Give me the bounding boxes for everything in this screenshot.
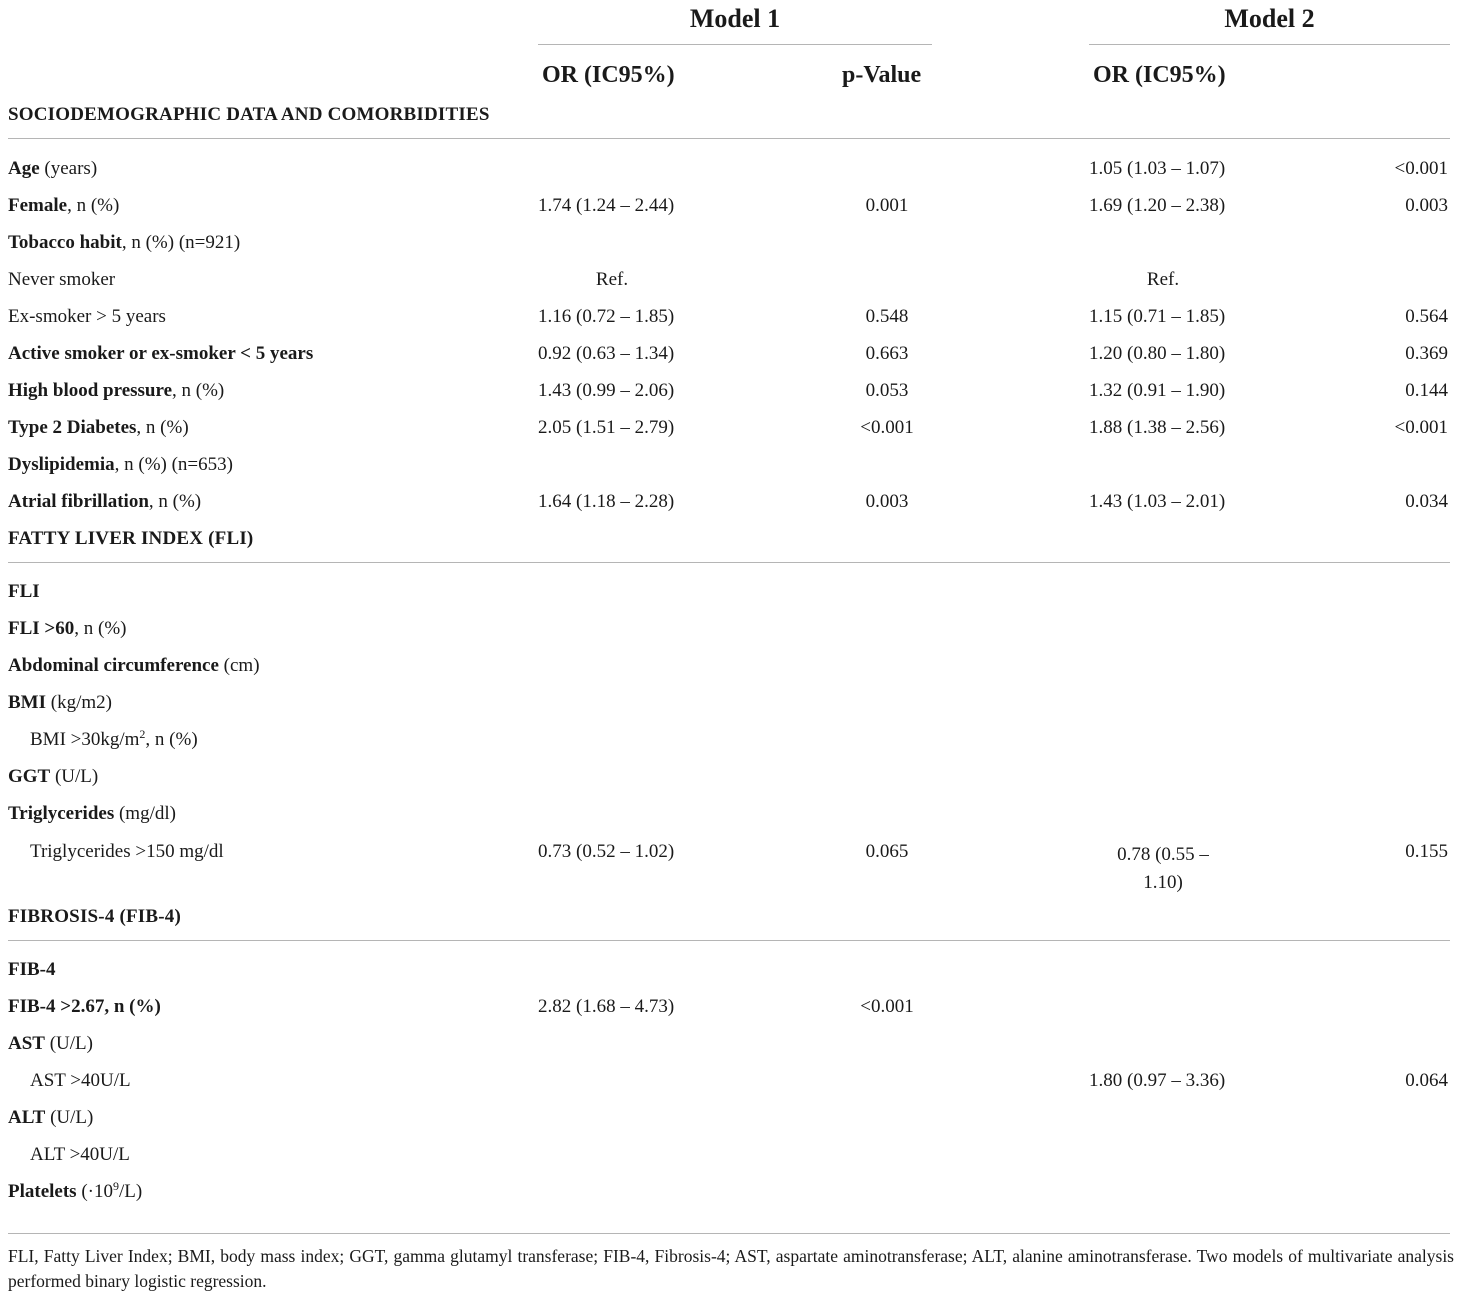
table-row <box>0 1107 1460 1144</box>
table-row <box>0 1033 1460 1070</box>
table-row <box>0 618 1460 655</box>
or-model1: 0.92 (0.63 – 1.34) <box>538 343 675 364</box>
table-row <box>0 996 1460 1033</box>
row-label: GGT (U/L) <box>8 766 99 787</box>
or-model2: 1.69 (1.20 – 2.38) <box>1089 195 1226 216</box>
p-model2: 0.003 <box>1405 195 1448 216</box>
row-label: Abdominal circumference (cm) <box>8 655 260 676</box>
row-label: BMI (kg/m2) <box>8 692 112 713</box>
table-row <box>0 841 1460 897</box>
table-row <box>0 380 1460 417</box>
p-model2: 0.064 <box>1405 1070 1448 1091</box>
or-model1: 1.16 (0.72 – 1.85) <box>538 306 675 327</box>
p-model1: 0.053 <box>865 380 909 401</box>
p-model1: 0.663 <box>865 343 909 364</box>
row-label: ALT >40U/L <box>30 1144 130 1165</box>
section-fli: FATTY LIVER INDEX (FLI) <box>8 528 254 549</box>
row-label: AST >40U/L <box>30 1070 131 1091</box>
table-row <box>0 195 1460 232</box>
section2-rule <box>8 562 1450 563</box>
table-row <box>0 1181 1460 1218</box>
table-row <box>0 1144 1460 1181</box>
row-label: FIB-4 <box>8 959 56 980</box>
or-model1: 1.43 (0.99 – 2.06) <box>538 380 675 401</box>
or-model1: 1.64 (1.18 – 2.28) <box>538 491 675 512</box>
or-model2: Ref. <box>1146 269 1180 290</box>
row-label: Atrial fibrillation, n (%) <box>8 491 202 512</box>
table-row <box>0 1070 1460 1107</box>
section1-rule <box>8 138 1450 139</box>
p-model2: 0.369 <box>1405 343 1448 364</box>
or-model1: Ref. <box>595 269 629 290</box>
table-row <box>0 491 1460 528</box>
or-model2: 1.43 (1.03 – 2.01) <box>1089 491 1226 512</box>
table-row <box>0 959 1460 996</box>
model1-header: Model 1 <box>689 4 781 33</box>
table-row <box>0 158 1460 195</box>
p-model1: 0.001 <box>865 195 909 216</box>
pvalue-header-model1: p-Value <box>842 62 922 88</box>
footer-rule <box>8 1233 1450 1234</box>
model1-rule <box>538 44 932 45</box>
row-label: Platelets $(\cdot 10^9/L)$ <box>8 1179 143 1202</box>
or-model2: 1.32 (0.91 – 1.90) <box>1089 380 1226 401</box>
p-model2: 0.144 <box>1405 380 1448 401</box>
row-label: FLI >60, n (%) <box>8 618 127 639</box>
or-model1: 0.73 (0.52 – 1.02) <box>538 841 675 862</box>
model2-rule <box>1089 44 1450 45</box>
section-sociodemographic: SOCIODEMOGRAPHIC DATA AND COMORBIDITIES <box>8 104 490 125</box>
table-row <box>0 766 1460 803</box>
p-model2: <0.001 <box>1394 158 1448 179</box>
or-model2: 1.20 (0.80 – 1.80) <box>1089 343 1226 364</box>
table-row <box>0 655 1460 692</box>
p-model1: <0.001 <box>860 996 914 1017</box>
p-model1: 0.548 <box>865 306 909 327</box>
row-label: Dyslipidemia, n (%) (n=653) <box>8 454 233 475</box>
p-model2: 0.564 <box>1405 306 1448 327</box>
or-model2: 1.05 (1.03 – 1.07) <box>1089 158 1226 179</box>
p-model1: 0.003 <box>865 491 909 512</box>
row-label: FLI <box>8 581 40 602</box>
row-label: FIB-4 >2.67, n (%) <box>8 996 161 1017</box>
p-model1: <0.001 <box>860 417 914 438</box>
row-label: Tobacco habit, n (%) (n=921) <box>8 232 241 253</box>
row-label: Type 2 Diabetes, n (%) <box>8 417 189 438</box>
or-header-model1: OR (IC95%) <box>542 62 675 88</box>
or-model1: 2.05 (1.51 – 2.79) <box>538 417 675 438</box>
row-label: Triglycerides (mg/dl) <box>8 803 176 824</box>
or-model1: 1.74 (1.24 – 2.44) <box>538 195 675 216</box>
table-row <box>0 232 1460 269</box>
table-row <box>0 729 1460 766</box>
section3-rule <box>8 940 1450 941</box>
table-row <box>0 692 1460 729</box>
row-label: Never smoker <box>8 269 116 290</box>
table-row <box>0 269 1460 306</box>
p-model2: <0.001 <box>1394 417 1448 438</box>
table-footnote: FLI, Fatty Liver Index; BMI, body mass index; GGT, gamma glutamyl transferase; FIB-4, Fibrosis-4; AST, aspartate aminotransferase; ALT, alanine aminotransferase. Two models of multivariate analysis performed binary logistic regression. <box>8 1246 1454 1291</box>
row-label: AST (U/L) <box>8 1033 93 1054</box>
model2-header: Model 2 <box>1224 4 1315 33</box>
section-fib4: FIBROSIS-4 (FIB-4) <box>8 906 182 927</box>
row-label: BMI $>30kg/m^2$, n (%) <box>30 727 198 750</box>
table-row <box>0 454 1460 491</box>
or-model2: 1.80 (0.97 – 3.36) <box>1089 1070 1226 1091</box>
row-label: Ex-smoker > 5 years <box>8 306 166 327</box>
p-model2: 0.155 <box>1405 841 1448 862</box>
table-row <box>0 581 1460 618</box>
row-label: High blood pressure, n (%) <box>8 380 225 401</box>
or-model2: 1.15 (0.71 – 1.85) <box>1089 306 1226 327</box>
p-model1: 0.065 <box>865 841 909 862</box>
row-label: Active smoker or ex-smoker < 5 years <box>8 343 314 364</box>
table-row <box>0 417 1460 454</box>
or-header-model2: OR (IC95%) <box>1093 62 1226 88</box>
row-label: Triglycerides >150 mg/dl <box>30 841 224 862</box>
table-row <box>0 803 1460 840</box>
row-label: Female, n (%) <box>8 195 120 216</box>
row-label: ALT (U/L) <box>8 1107 94 1128</box>
or-model2: 1.88 (1.38 – 2.56) <box>1089 417 1226 438</box>
row-label: Age (years) <box>8 158 98 179</box>
table-row <box>0 306 1460 343</box>
or-model1: 2.82 (1.68 – 4.73) <box>538 996 675 1017</box>
table-row <box>0 343 1460 380</box>
or-model2: 0.78 (0.55 – 1.10) <box>1117 844 1209 893</box>
p-model2: 0.034 <box>1405 491 1448 512</box>
